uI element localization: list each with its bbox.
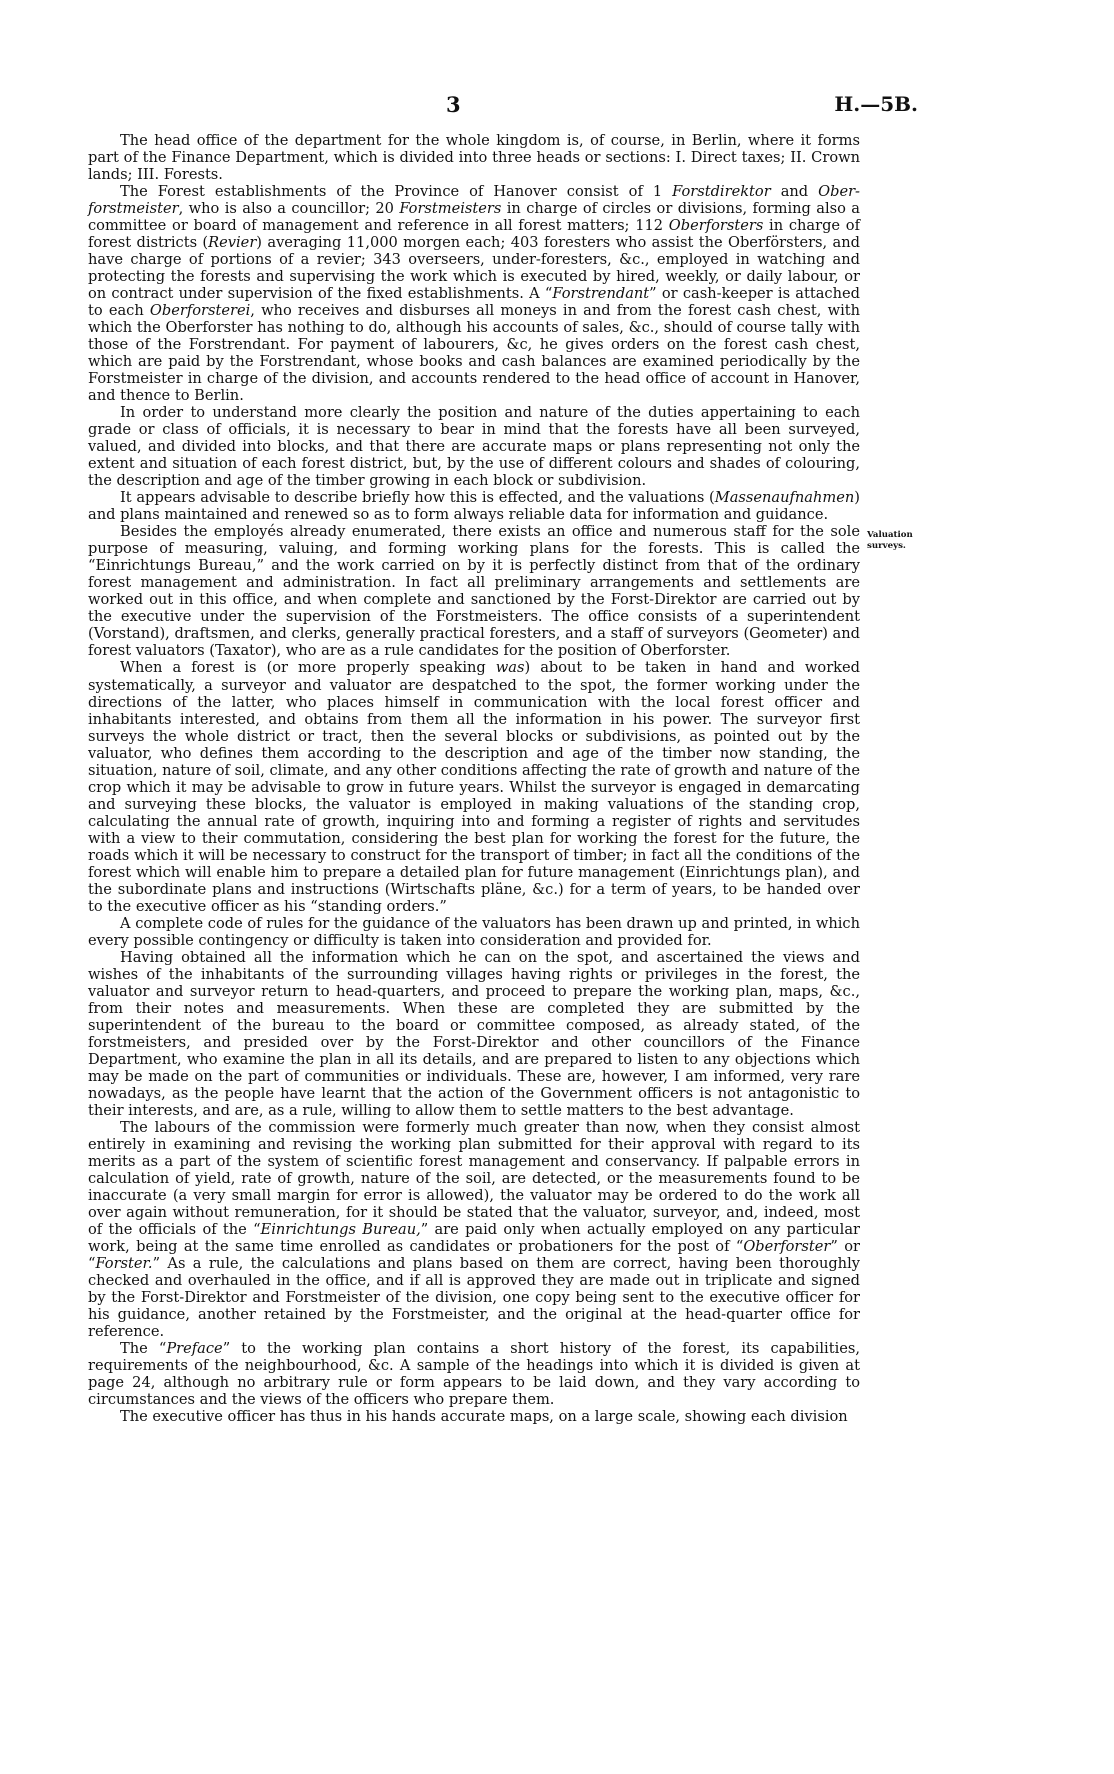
italic-term: Oberforster [743,1238,831,1256]
text-run: ” or “ [88,1238,860,1273]
text-run: The executive officer has thus in his hands accurate maps, on a large scale, showing each division [120,1408,848,1426]
text-run: It appears advisable to describe briefly how this is effected, and the valuations ( [120,489,715,507]
text-run: The “ [120,1340,167,1358]
italic-term: Forster. [95,1255,153,1273]
text-run: ) and plans maintained and renewed so as to form always reliable data for information and guidance. [88,489,860,524]
italic-term: Forstmeisters [399,200,502,218]
text-run: ” As a rule, the calculations and plans based on them are correct, having been thoroughly checked and overhauled in the office, and if all is approved they are made out in triplicate and signed by the Forst-Direktor and Forstmeister of the division, one copy being sent to the executive officer for his guidance, another retained by the Forstmeister, and the original at the head-quarter office for reference. [88,1255,860,1341]
paragraph [88,1119,860,1340]
italic-term: Einrichtungs Bureau, [260,1221,421,1238]
paragraph [88,523,860,659]
text-run: When a forest is (or more properly speaking [120,659,496,677]
italic-term: Revier [208,234,257,252]
italic-term: Forstdirektor [672,183,771,201]
text-run: ” to the working plan contains a short history of the forest, its capabilities, requirements of the neighbourhood, &c. A sample of the headings into which it is divided is given at page 24, although no arbitrary rule or form appears to be laid down, and they vary according to circumstances and the views of the officers who prepare them. [88,1340,861,1409]
paragraph [88,183,860,404]
italic-term: Massenaufnahmen [714,489,855,507]
text-run: , who receives and disburses all moneys in and from the forest cash chest, with which the Oberforster has nothing to do, although his accounts of sales, &c., should of course tally with those of the Forstrendant. For payment of labourers, &c, he gives orders on the forest cash chest, which are paid by the Forstrendant, whose books and cash balances are examined periodically by the Forstmeister in charge of the division, and accounts rendered to the head office of account in Hanover, and thence to Berlin. [88,302,861,405]
page-number: 3 [446,92,461,117]
paragraph [88,659,860,914]
paragraph [88,404,860,489]
text-run: A complete code of rules for the guidance of the valuators has been drawn up and printed, in which every possible contingency or difficulty is taken into consideration and provided for. [88,914,860,949]
italic-term: Preface [166,1340,223,1358]
margin-note: Valuation surveys. [867,530,913,551]
paragraph [88,915,860,949]
paragraph [88,132,860,183]
text-run: ” are paid only when actually employed on any particular work, being at the same time enrolled as candidates or probationers for the post of “ [88,1221,860,1256]
text-run: The head office of the department for the whole kingdom is, of course, in Berlin, where it forms part of the Finance Department, which is divided into three heads or sections: I. Direct taxes; II. Crown lands; III. Forests. [88,132,860,184]
text-run: ) about to be taken in hand and worked systematically, a surveyor and valuator are despatched to the spot, the former working under the directions of the latter, who places himself in communication with the local forest officer and inhabitants interested, and obtains from them all the information in his power. The surveyor first surveys the whole district or tract, then the several blocks or subdivisions, as pointed out by the valuator, who defines them according to the description and age of the timber now standing, the situation, nature of soil, climate, and any other conditions affecting the rate of growth and nature of the crop which it may be advisable to grow in future years. Whilst the surveyor is engaged in demarcating and surveying these blocks, the valuator is employed in making valuations of the standing crop, calculating the annual rate of growth, inquiring into and forming a register of rights and servitudes with a view to their commutation, considering the best plan for working the forest for the future, the roads which it will be necessary to construct for the transport of timber; in fact all the conditions of the forest which will enable him to prepare a detailed plan for future management (Einrichtungs plan), and the subordinate plans and instructions (Wirtschafts pläne, &c.) for a term of years, to be handed over to the executive officer as his “standing orders.” [88,659,860,915]
text-run: and [770,183,819,201]
text-run: in charge of forest districts ( [88,217,860,252]
paragraph [88,1408,860,1425]
text-run: in charge of circles or divisions, forming also a committee or board of management and reference in all forest matters; 112 [88,200,860,235]
italic-term: Oberforsterei [149,302,251,320]
italic-term: Forstrendant [552,285,650,303]
page-header [0,92,1114,122]
text-run: In order to understand more clearly the position and nature of the duties appertaining to each grade or class of officials, it is necessary to bear in mind that the forests have all been surveyed, valued, and divided into blocks, and that there are accurate maps or plans representing not only the extent and situation of each forest district, but, by the use of different colours and shades of colouring, the description and age of the timber growing in each block or subdivision. [88,404,860,490]
paragraph [88,1340,860,1408]
text-run: The labours of the commission were formerly much greater than now, when they consist almost entirely in examining and revising the working plan submitted for their approval with regard to its merits as a part of the system of scientific forest management and conservancy. If palpable errors in calculation of yield, rate of growth, nature of the soil, are detected, or the measurements found to be inaccurate (a very small margin for error is allowed), the valuator may be ordered to do the work all over again without remuneration, for it should be stated that the valuator, surveyor, and, indeed, most of the officials of the “ [88,1118,860,1238]
paragraph [88,489,860,523]
text-run: The Forest establishments of the Province of Hanover consist of 1 [120,183,673,201]
text-run: Besides the employés already enumerated, there exists an office and numerous staff for the sole purpose of measuring, valuing, and forming working plans for the forests. This is called the “Einrichtungs Bureau,” and the work carried on by it is perfectly distinct from that of the ordinary forest management and administration. In fact all preliminary arrangements and settlements are worked out in this office, and when complete and sanctioned by the Forst-Direktor are carried out by the executive under the supervision of the Forstmeisters. The office consists of a superintendent (Vorstand), draftsmen, and clerks, generally practical foresters, and a staff of surveyors (Geometer) and forest valuators (Taxator), who are as a rule candidates for the position of Oberforster. [88,523,860,660]
text-run: ” or cash-keeper is attached to each [88,285,860,320]
body-text [88,132,860,1425]
text-run: , who is also a councillor; 20 [178,200,400,218]
italic-term: Oberforsters [668,217,764,235]
italic-term: Ober-forstmeister [88,183,860,218]
italic-term: was [495,659,525,677]
text-run: Having obtained all the information which he can on the spot, and ascertained the views and wishes of the inhabitants of the surrounding villages having rights or privileges in the forest, the valuator and surveyor return to head-quarters, and proceed to prepare the working plan, maps, &c., from their notes and measurements. When these are completed they are submitted by the superintendent of the bureau to the board or committee composed, as already stated, of the forstmeisters, and presided over by the Forst-Direktor and other councillors of the Finance Department, who examine the plan in all its details, and are prepared to listen to any objections which may be made on the part of communities or individuals. These are, however, I am informed, very rare nowadays, as the people have learnt that the action of the Government officers is not antagonistic to their interests, and are, as a rule, willing to allow them to settle matters to the best advantage. [88,948,860,1119]
paragraph [88,949,860,1119]
report-code: H.—5B. [834,92,918,116]
text-run: ) averaging 11,000 morgen each; 403 foresters who assist the Oberförsters, and have charge of portions of a revier; 343 overseers, under-foresters, &c., employed in watching and protecting the forests and supervising the work which is executed by hired, weekly, or daily labour, or on contract under supervision of the fixed establishments. A “ [88,234,860,303]
